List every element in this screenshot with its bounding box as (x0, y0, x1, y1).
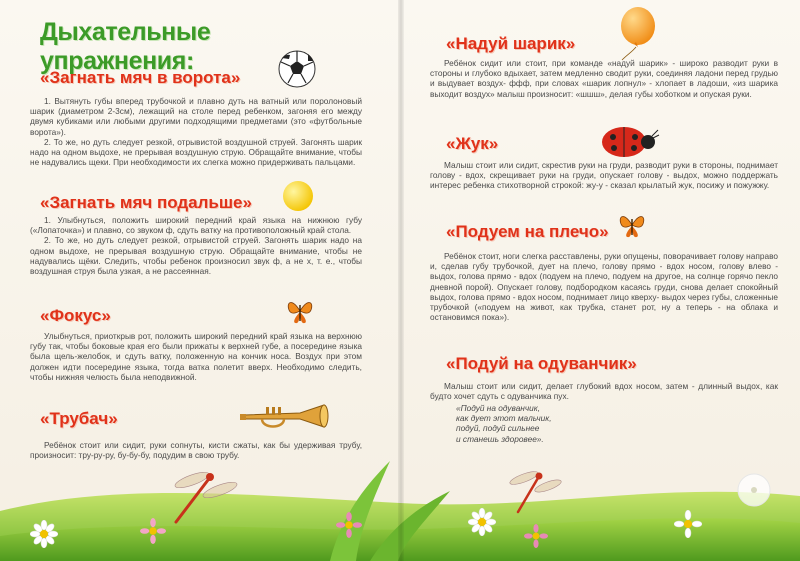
section-title-shoulder: «Подуем на плечо» (446, 222, 609, 241)
paragraph: 1. Улыбнуться, положить широкий передний край языка на нижнюю губу («Лопаточка») и плавно, со звуком ф, сдуть ватку на противоположный край стола. (30, 215, 362, 236)
butterfly-icon (618, 210, 646, 240)
section-title-dandelion: «Подуй на одуванчик» (446, 354, 637, 373)
dandelion-poem (456, 403, 656, 444)
paragraph: Малыш стоит или сидит, делает глубокий вдох носом, затем - длинный выдох, как будто хочет сдуть с одуванчика пух. (430, 381, 778, 402)
balloon-icon (612, 6, 658, 62)
daisy-icon (468, 508, 496, 536)
section-text-trumpeter (30, 440, 362, 460)
soccer-ball-icon (278, 50, 316, 88)
poem-line: как дует этот мальчик, (456, 413, 552, 424)
paragraph: 2. То же, но дуть следует резкой, отрывистой струей. Загонять шарик надо на одном выдохе, не прерывая воздушную струю. Обращайте внимание, чтобы не надувались щёки. Следить, чтобы ребенок произносил звук ф, а не х, т. е., чтобы воздушная струя была узкая, а не рассеянная. (30, 235, 362, 277)
yellow-ball-icon (282, 180, 314, 212)
trumpet-icon (240, 403, 336, 431)
daisy-icon (674, 510, 702, 538)
paragraph: Ребёнок стоит, ноги слегка расставлены, руки опущены, поворачивает голову направо и, сделав губу трубочкой, дует на плечо, голову прямо - вдох носом, голову влево - выдох, голова прямо - вдох (подуем на плечо, подуем на другое, на солнце горячо пекло дневной порой). Опускает голову, подбородком касаясь груди, снова делает спокойный выдох, голова прямо - вдох носом, поднимает лицо кверху- выдох через губы, сложенные трубочкой («подуем на живот, как трубка, станет рот, ну а теперь - на облака и остановимся пока»). (430, 251, 778, 323)
butterfly-icon (286, 296, 314, 326)
paragraph: Ребёнок стоит или сидит, руки сопнуты, кисти сжаты, как бы удерживая трубу, произносит: тру-ру-ру, бу-бу-бу, подудим в свою трубу. (30, 440, 362, 461)
section-text-far (30, 215, 362, 276)
section-text-beetle (430, 160, 778, 191)
poem-line: подуй, подуй сильнее (456, 423, 540, 434)
section-title-far: «Загнать мяч подальше» (40, 193, 252, 212)
paragraph: 2. То же, но дуть следует резкой, отрывистой воздушной струей. Загонять шарик надо на одном выдохе, не прерывая воздушную струю. Обращайте внимание, чтобы не надувались щеки. При необходимости их слегка можно придерживать пальцами. (30, 136, 362, 168)
section-text-shoulder (430, 251, 778, 322)
paragraph: 1. Вытянуть губы вперед трубочкой и плавно дуть на ватный или поролоновый шарик (диаметром 2-3см), лежащий на столе перед ребенком, загоняя его между двумя кубиками или любыми другими подходящими предметами (это «футбольные ворота»). (30, 96, 362, 137)
ladybug-icon (596, 120, 660, 160)
paragraph: Ребёнок сидит или стоит, при команде «надуй шарик» - широко разводит руки в стороны и глубоко вдыхает, затем медленно сводит руки, соединяя ладони перед грудью и выдувает воздух- ффф, при словах «шарик лопнул» - хлопает в ладоши, «из шарика выходит воздух» малыш произносит: «шшш», делая губы хоботком и опуская руки. (430, 58, 778, 99)
section-title-balloon: «Надуй шарик» (446, 34, 576, 53)
section-text-goal (30, 96, 362, 167)
paragraph: Улыбнуться, приоткрыв рот, положить широкий передний край языка на верхнюю губу так, чтобы боковые края его были прижаты к верхней губе, а посередине языка была щель-желобок, и сдуть ватку, положенную на кончик носа. Воздух при этом должен идти посередине языка, тогда ватка полетит вверх. Необходимо следить, чтобы нижняя челюсть была неподвижной. (30, 331, 362, 382)
dragonfly-icon (504, 468, 564, 516)
dragonfly-icon (168, 466, 238, 526)
section-text-balloon (430, 58, 778, 99)
daisy-icon (30, 520, 58, 548)
poem-line: «Подуй на одуванчик, (456, 403, 541, 413)
paragraph: Малыш стоит или сидит, скрестив руки на груди, разводит руки в стороны, поднимает голову - вдох, скрещивает руки на груди, опускает голову - выдох, можно поддержать интерес ребенка стихотворной строкой: жу-у - сказал крылатый жук, посижу и пожужжу. (430, 160, 778, 191)
section-title-beetle: «Жук» (446, 134, 499, 153)
daisy-icon (524, 524, 548, 548)
section-title-trumpeter: «Трубач» (40, 409, 118, 428)
section-title-goal: «Загнать мяч в ворота» (40, 68, 241, 87)
right-page (404, 0, 800, 561)
dandelion-icon (734, 470, 774, 510)
poem-line: и станешь здоровее». (456, 433, 544, 444)
left-page (0, 0, 398, 561)
section-text-dandelion (430, 381, 778, 401)
daisy-icon (140, 518, 166, 544)
page-title: Дыхательные упражнения: (40, 18, 211, 75)
section-text-focus (30, 331, 362, 382)
section-title-focus: «Фокус» (40, 306, 111, 325)
daisy-icon (336, 512, 362, 538)
